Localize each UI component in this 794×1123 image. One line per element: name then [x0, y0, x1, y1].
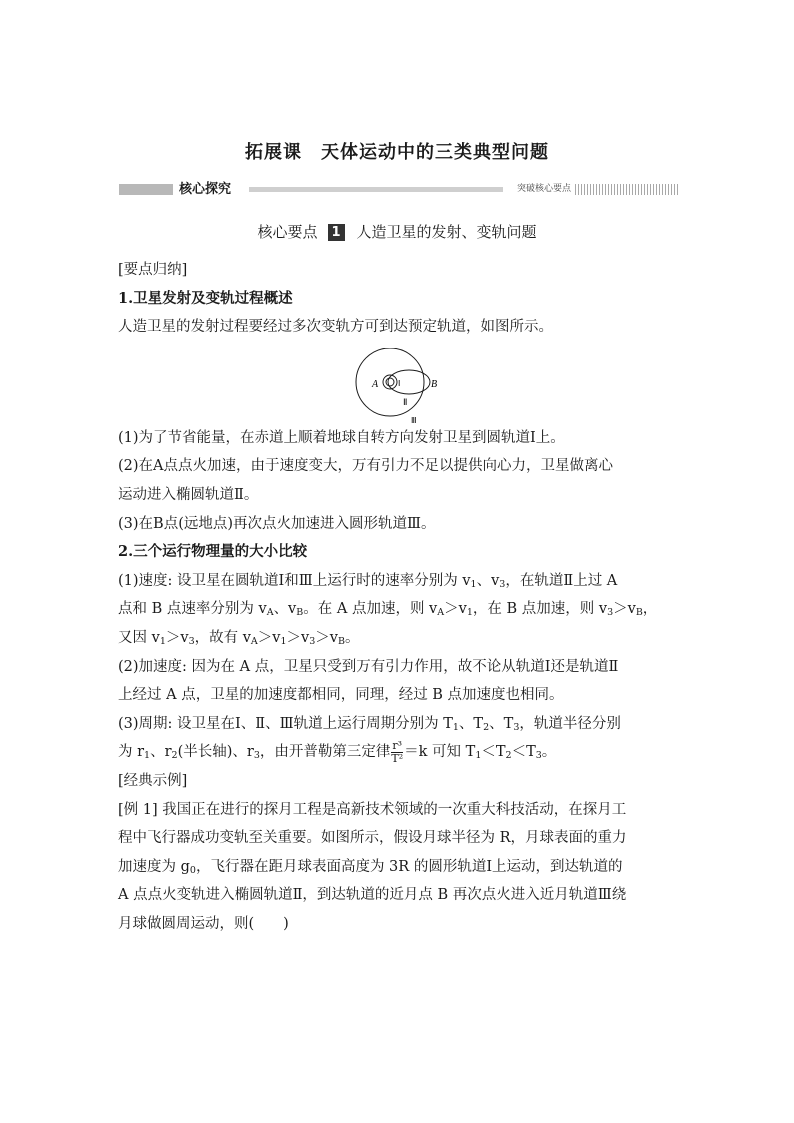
earth [386, 378, 394, 386]
example-line1: [例 1] 我国正在进行的探月工程是高新技术领域的一次重大科技活动，在探月工 [118, 801, 627, 818]
s2-period-line1 [118, 710, 680, 739]
sub: B [296, 607, 304, 619]
s1-p3: (3)在B点(远地点)再次点火加速进入圆形轨道Ⅲ。 [118, 515, 436, 532]
sub: A [437, 607, 445, 619]
sub: 3 [535, 750, 542, 762]
page-title: 拓展课 天体运动中的三类典型问题 [245, 142, 549, 163]
text: ＞v [613, 601, 636, 618]
text: ， [642, 601, 658, 618]
sub: B [635, 607, 643, 619]
section-label: 核心探究 [179, 182, 232, 197]
key-point-number: 1 [328, 224, 345, 241]
text: ＜T [481, 744, 506, 761]
key-point-prefix: 核心要点 [257, 223, 318, 241]
text: (3)周期: 设卫星在Ⅰ、Ⅱ、Ⅲ轨道上运行周期分别为 T [118, 715, 453, 732]
text: ＞v [286, 629, 310, 646]
bar-left-block [119, 184, 173, 195]
example-line3 [118, 853, 680, 882]
example-line5: 月球做圆周运动，则( ) [118, 915, 289, 932]
key-point-text: 人造卫星的发射、变轨问题 [356, 223, 537, 241]
sub: 3 [309, 635, 316, 647]
text: 、T [458, 715, 484, 732]
key-point-heading [0, 221, 794, 243]
kepler-fraction [391, 740, 403, 765]
s2-velocity-line3 [118, 624, 680, 653]
example-line4: A 点点火变轨进入椭圆轨道Ⅱ，到达轨道的近月点 B 再次点火进入近月轨道Ⅲ绕 [118, 887, 627, 904]
sub: 3 [188, 635, 195, 647]
content [118, 256, 680, 938]
s2-accel-line2: 上经过 A 点，卫星的加速度都相同，同理，经过 B 点加速度也相同。 [118, 687, 564, 704]
sub: 1 [466, 607, 473, 619]
sub: 1 [470, 578, 477, 590]
example-line2: 程中飞行器成功变轨至关重要。如图所示，假设月球半径为 R，月球表面的重力 [118, 830, 627, 847]
text: ＜T [511, 744, 536, 761]
sub: 2 [171, 750, 178, 762]
sub: 2 [505, 750, 512, 762]
sub: 3 [513, 721, 520, 733]
text: ＞v [444, 601, 467, 618]
text: 、r [150, 744, 172, 761]
text: (半长轴)、r [177, 744, 254, 761]
example-heading: [经典示例] [118, 772, 188, 789]
text: ，飞行器在距月球表面高度为 3R 的圆形轨道Ⅰ上运动，到达轨道的 [195, 858, 623, 875]
s2-velocity-line2 [118, 595, 680, 624]
orbit-diagram [353, 348, 439, 424]
text: 为 r [118, 744, 145, 761]
text: ＞v [315, 629, 338, 646]
s1-intro: 人造卫星的发射过程要经过多次变轨方可到达预定轨道，如图所示。 [118, 319, 553, 336]
s2-velocity-line1 [118, 567, 680, 596]
text: 。 [344, 629, 360, 646]
sub: A [266, 607, 274, 619]
sub: 1 [280, 635, 287, 647]
text: 加速度为 g [118, 858, 190, 875]
text: 、T [489, 715, 514, 732]
text: 。 [541, 744, 557, 761]
text: ，在轨道Ⅱ上过 A [505, 572, 618, 589]
label-ii: Ⅱ [403, 396, 408, 407]
sub: 1 [475, 750, 482, 762]
text: 点和 B 点速率分别为 v [118, 601, 267, 618]
label-i: Ⅰ [398, 378, 401, 388]
label-b: B [431, 378, 438, 390]
sub: B [338, 635, 345, 647]
text: ，在 B 点加速，则 v [472, 601, 608, 618]
text: ＞v [257, 629, 281, 646]
text: 又因 v [118, 629, 160, 646]
s1-p1: (1)为了节省能量，在赤道上顺着地球自转方向发射卫星到圆轨道Ⅰ上。 [118, 429, 565, 446]
sub: 3 [607, 607, 614, 619]
fraction-numerator: r³ [392, 738, 403, 752]
s1-p2b: 运动进入椭圆轨道Ⅱ。 [118, 486, 259, 503]
sub: 1 [452, 721, 459, 733]
label-a: A [372, 378, 379, 390]
s2-heading: 2.三个运行物理量的大小比较 [118, 543, 308, 561]
sub: 3 [499, 578, 506, 590]
sub: 2 [483, 721, 490, 733]
fraction-denominator: T² [391, 751, 404, 765]
bar-stripes [575, 184, 679, 195]
text: ＞v [165, 629, 189, 646]
s2-accel-line1: (2)加速度: 因为在 A 点，卫星只受到万有引力作用，故不论从轨道Ⅰ还是轨道Ⅱ [118, 658, 619, 675]
orbit-iii [356, 348, 424, 416]
sub: 1 [144, 750, 151, 762]
text: 。在 A 点加速，则 v [303, 601, 438, 618]
s2-period-line2 [118, 738, 680, 767]
section-right-label: 突破核心要点 [516, 184, 571, 194]
sub: 1 [159, 635, 166, 647]
label-iii: Ⅲ [411, 415, 417, 424]
text: ，由开普勒第三定律 [259, 744, 391, 761]
text: ，故有 v [194, 629, 251, 646]
sub: 3 [253, 750, 260, 762]
text: 、v [476, 572, 500, 589]
summary-heading: [要点归纳] [118, 262, 188, 278]
s1-heading: 1.卫星发射及变轨过程概述 [118, 289, 293, 307]
text: ，轨道半径分别 [519, 715, 621, 732]
sub: 0 [189, 864, 196, 876]
sub: A [250, 635, 258, 647]
bar-middle-line [249, 187, 503, 192]
s1-p2a: (2)在A点点火加速，由于速度变大，万有引力不足以提供向心力，卫星做离心 [118, 458, 614, 475]
section-bar [119, 181, 679, 198]
text: (1)速度: 设卫星在圆轨道Ⅰ和Ⅲ上运行时的速率分别为 v [118, 572, 471, 589]
text: 、v [273, 601, 297, 618]
text: ＝k 可知 T [404, 744, 476, 761]
